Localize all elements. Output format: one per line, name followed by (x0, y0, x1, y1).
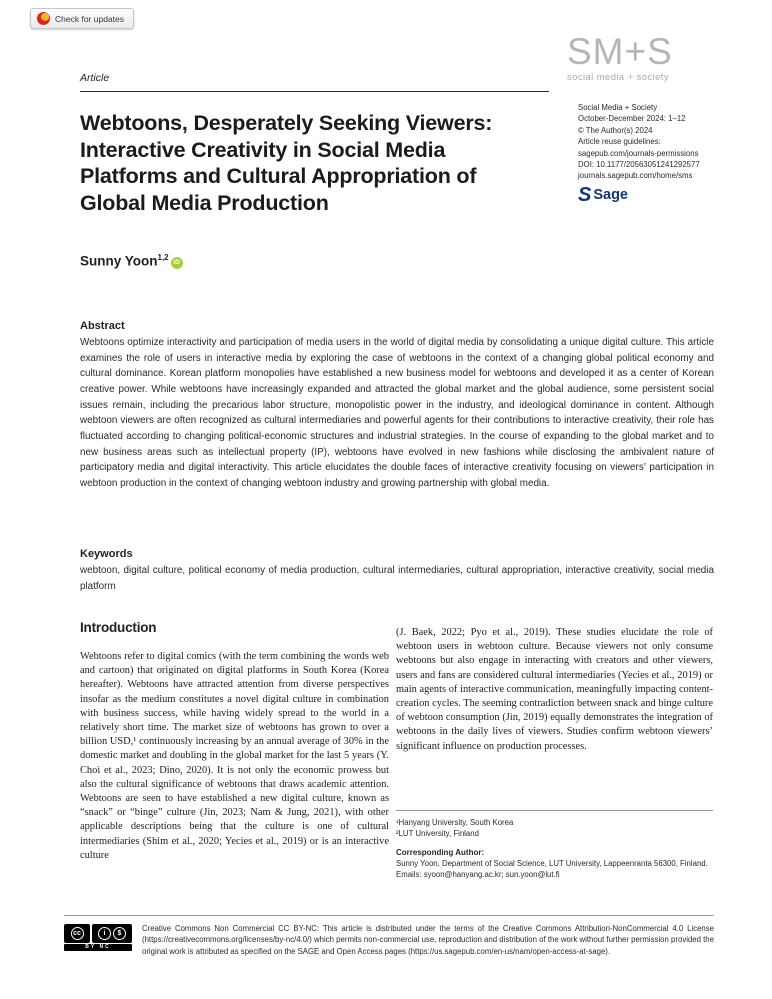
journal-issue: October-December 2024: 1–12 (578, 114, 686, 124)
abstract-heading: Abstract (80, 320, 125, 332)
author-line (80, 253, 183, 269)
journal-info-block (578, 102, 700, 182)
sage-logo-mark: S (578, 184, 591, 206)
sage-logo (578, 184, 628, 207)
check-for-updates-label: Check for updates (55, 13, 124, 24)
journal-logo-subtitle: social media + society (567, 72, 669, 83)
crossmark-icon (37, 12, 50, 25)
title-line: Interactive Creativity in Social Media (80, 137, 446, 162)
introduction-heading: Introduction (80, 620, 157, 635)
title-line: Webtoons, Desperately Seeking Viewers: (80, 111, 493, 135)
license-block (64, 915, 714, 957)
license-text: Creative Commons Non Commercial CC BY-NC: This article is distributed under the terms of the Creative Commons Attribution-NonCommercial 4.0 License (https://creativecommons.org/licenses/by-nc/4.0/) which permits non-commercial use, reproduction and distribution of the work without further permission provided the original work is attributed as specified on the SAGE and Open Access pages (https://us.sagepub.com/en-us/nam/open-access-at-sage). (142, 924, 714, 956)
journal-logo-title: SM+S (567, 31, 673, 72)
intro-right-column: (J. Baek, 2022; Pyo et al., 2019). These studies elucidate the role of webtoon users in webtoon culture. Because viewers not only consume webtoons but also engage in interacting with creators and other viewers, users and fans are considered cultural intermediaries (Yecies et al., 2019) or main agents of interactive communication, meaningfully impacting content-creation cycles. The seeming contradiction between snack and binge culture of webtoon consumption (Jin, 2019) equally demonstrates the integration of webtoons in the daily lives of viewers. Studies confirm webtoon viewers’ significant influence on production processes. (396, 627, 713, 752)
intro-left-column: Webtoons refer to digital comics (with the term combining the words web and cartoon) that originated on digital platforms in South Korea (Korea hereafter). Webtoons have attracted attention from diverse perspectives insofar as the medium constitutes a novel digital culture in combination with business success, while having widely spread to the world in a relatively short time. The market size of webtoons has grown to over a billion USD,¹ continuously increasing by an annual average of 30% in the domestic market and doubling in the global market for the last 5 years (Y. Choi et al., 2023; Dino, 2020). It is not only the economic prowess but also the cultural significance of webtoons that draws academic attention. Webtoons are seen to have established a new digital culture, known as “snack” or “binge” culture (Jin, 2023; Nam & Jung, 2021), with other applicable descriptions being that the culture is one of cultural intermediaries (Shim et al., 2020; Yecies et al., 2019) or is an interactive culture (80, 651, 389, 861)
cc-badge-label: BY NC (64, 944, 132, 951)
journal-home-link[interactable]: journals.sagepub.com/home/sms (578, 171, 693, 181)
orcid-icon[interactable]: iD (171, 257, 183, 269)
cc-icon: cc (71, 927, 84, 940)
corresponding-author-heading: Corresponding Author: (396, 848, 485, 857)
journal-doi: DOI: 10.1177/20563051241292577 (578, 160, 700, 170)
title-line: Global Media Production (80, 190, 329, 215)
corresponding-author-emails[interactable]: Emails: syoon@hanyang.ac.kr; sun.yoon@lut.fi (396, 870, 560, 879)
affiliation-1: ¹Hanyang University, South Korea (396, 818, 514, 827)
affiliation-2: ²LUT University, Finland (396, 829, 479, 838)
cc-by-nc-badge (64, 924, 132, 951)
article-type-label: Article (80, 72, 110, 84)
author-name: Sunny Yoon (80, 253, 158, 269)
cc-by-person-icon: i (98, 927, 111, 940)
author-affiliation-marker: 1,2 (157, 253, 169, 262)
journal-permissions-link[interactable]: sagepub.com/journals-permissions (578, 148, 699, 158)
journal-copyright: © The Author(s) 2024 (578, 125, 653, 135)
header-rule (80, 91, 549, 92)
sage-logo-name: Sage (593, 187, 629, 203)
check-for-updates-button[interactable] (30, 8, 134, 29)
journal-name: Social Media + Society (578, 103, 658, 112)
abstract-text: Webtoons optimize interactivity and participation of media users in the world of digital media by consolidating a unique digital culture. This article examines the role of users in interactive media by exploring the case of webtoons in the context of a changing global political economy and cultural dominance. Korean platform monopolies have established a new business model for webtoons and developed it as a center of Korean creative power. While webtoons have increasingly expanded and attracted the global market and the global audience, some persistent social issues remain, including the precarious labor structure, monopolistic power in the industry, and ideological dominance in content. Although webtoon viewers are often recognized as cultural intermediaries and powerful agents for their contributions to interactive creativity, their role has fluctuated according to changing political-economic structures and industrial strategies. In the course of expanding to the global market and to new business areas such as intellectual property (IP), webtoons have evolved in new fashions while disclosing the ambivalent nature of participatory media and digital interactivity. This article elucidates the double faces of interactive creativity focusing on viewers’ participation in webtoon production in the context of changing webtoon industry and growing partnership with global media. (80, 337, 714, 489)
footnotes-block (396, 810, 713, 880)
keywords-text: webtoon, digital culture, political economy of media production, cultural intermediaries, cultural appropriation, interactive creativity, social media platform (80, 565, 714, 592)
journal-logo (567, 33, 673, 83)
page-title (80, 110, 575, 216)
journal-reuse-label: Article reuse guidelines: (578, 137, 661, 147)
cc-nc-dollar-icon: $ (113, 927, 126, 940)
corresponding-author-address: Sunny Yoon, Department of Social Science, LUT University, Lappeenranta 56300, Finland. (396, 859, 708, 868)
keywords-heading: Keywords (80, 548, 133, 560)
title-line: Platforms and Cultural Appropriation of (80, 164, 477, 188)
